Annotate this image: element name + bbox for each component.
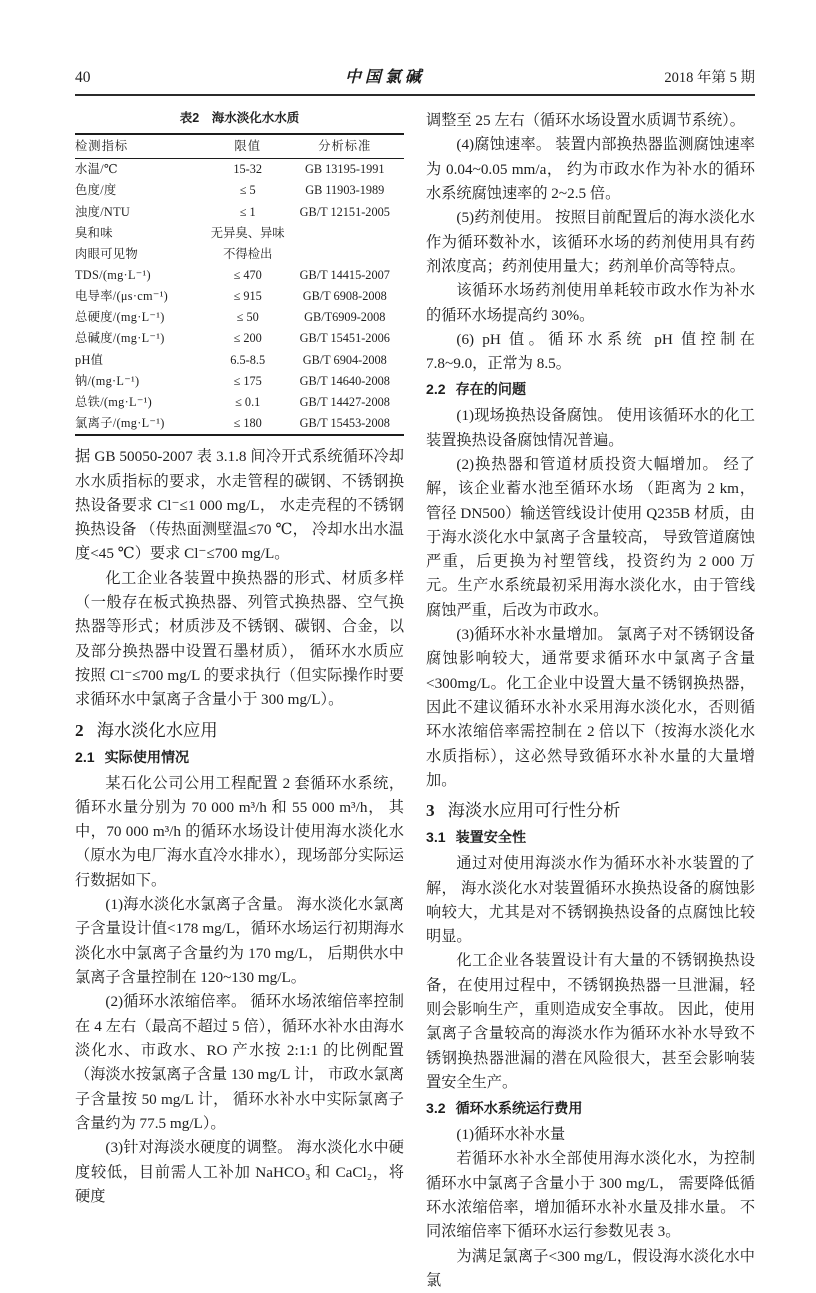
table-cell: ≤ 470: [233, 267, 262, 282]
table2-col-header: 限值: [210, 134, 286, 159]
table2-col-header: 分析标准: [286, 134, 404, 159]
table-cell: 15-32: [233, 162, 263, 177]
table-cell: GB/T 15453-2008: [299, 415, 390, 430]
table-cell: 总碱度/(mg·L⁻¹): [75, 331, 165, 346]
subsection-heading: [426, 1098, 755, 1120]
section-title: 海水淡化水应用: [96, 720, 218, 740]
paragraph: (3)针对海淡水硬度的调整。 海水淡化水中硬度较低，目前需人工补加 NaHCO₃ 和 CaCl₂，将硬度: [75, 1139, 404, 1205]
section-heading: [426, 798, 755, 823]
table-cell: 水温/℃: [75, 162, 118, 177]
section-heading: [75, 718, 404, 743]
table-cell: ≤ 175: [233, 373, 262, 388]
table-row: [75, 328, 404, 349]
table-row: [75, 307, 404, 328]
paragraph: 某石化公司公用工程配置 2 套循环水系统，循环水量分别为 70 000 m³/h 和 55 000 m³/h， 其中，70 000 m³/h 的循环水场设计使用海水淡化水（原水为电厂海水直冷水排水），现场部分实际运行数据如下。: [75, 774, 404, 889]
table-row: [75, 202, 404, 223]
table-cell: 肉眼可见物: [75, 246, 138, 261]
subsection-heading: [75, 747, 404, 769]
table-row: [75, 223, 404, 244]
section-number: 2.2: [426, 381, 446, 398]
table-cell: GB/T 6908-2008: [302, 289, 387, 304]
table2-seawater-quality: [75, 133, 404, 436]
table-cell: GB 11903-1989: [305, 183, 385, 198]
table-cell: TDS/(mg·L⁻¹): [75, 267, 151, 282]
table-cell: GB/T 12151-2005: [299, 204, 390, 219]
subsection-heading: [426, 827, 755, 849]
table-cell: GB/T 6904-2008: [302, 352, 387, 367]
table-cell: 浊度/NTU: [75, 204, 131, 219]
table2-caption: 表2 海水淡化水水质: [179, 111, 300, 125]
subsection-heading: [426, 379, 755, 401]
table-cell: 色度/度: [75, 183, 117, 198]
section-number: 3: [426, 801, 435, 821]
two-column-layout: [75, 109, 755, 1293]
table-cell: 不得检出: [223, 246, 273, 261]
paragraph: (2)换热器和管道材质投资大幅增加。 经了解，该企业蓄水池至循环水场 （距离为 2 km， 管径 DN500）输送管线设计使用 Q235B 材质，由于海水淡化水中氯离子含量较高， 导致管道腐蚀严重，后更换为衬塑管线，投资约为 2 000 万元。生产水系统最初采用海水淡化水，由于管线腐蚀严重，后改为市政水。: [426, 455, 755, 619]
table-cell: ≤ 915: [233, 289, 262, 304]
paragraph: (5)药剂使用。 按照目前配置后的海水淡化水作为循环数补水，该循环水场的药剂使用具有药剂浓度高；药剂使用量大；药剂单价高等特点。: [426, 209, 755, 275]
table2-header-row: [75, 134, 404, 159]
paragraph: (4)腐蚀速率。 装置内部换热器监测腐蚀速率为 0.04~0.05 mm/a， 约为市政水作为补水的循环水系统腐蚀速率的 2~2.5 倍。: [426, 136, 755, 202]
table-cell: GB/T 14427-2008: [299, 394, 390, 409]
right-column: [426, 109, 755, 1293]
table-row: [75, 181, 404, 202]
table-cell: 电导率/(μs·cm⁻¹): [75, 289, 169, 304]
section-title: 海淡水应用可行性分析: [447, 801, 621, 821]
table-row: [75, 392, 404, 413]
paragraph: (1)循环水补水量: [456, 1126, 566, 1144]
table-row: [75, 413, 404, 435]
table-cell: 总硬度/(mg·L⁻¹): [75, 310, 165, 325]
left-column-text: [75, 445, 404, 1209]
journal-title: 中国氯碱: [344, 69, 425, 86]
paragraph: (3)循环水补水量增加。 氯离子对不锈钢设备腐蚀影响较大，通常要求循环水中氯离子含量<300mg/L。化工企业中设置大量不锈钢换热器，因此不建议循环水补水采用海水淡化水，否则循环水浓缩倍率需控制在 2 倍以下（按海水淡化水水质指标），这必然导致循环水补水量的大量增加。: [426, 626, 755, 789]
table-cell: 氯离子/(mg·L⁻¹): [75, 415, 165, 430]
paragraph: 化工企业各装置中换热器的形式、材质多样（一般存在板式换热器、列管式换热器、空气换热器等形式；材质涉及不锈钢、碳钢、合金，以及部分换热器中设置石墨材质）， 循环水水质应按照 Cl⁻≤700 mg/L 的要求执行（但实际操作时要求循环水中氯离子含量小于 300 mg/L）。: [75, 569, 404, 709]
table-cell: ≤ 1: [239, 204, 256, 219]
table-row: [75, 371, 404, 392]
table-cell: [286, 244, 404, 265]
table-cell: GB 13195-1991: [304, 162, 385, 177]
table2-col-header: 检测指标: [75, 134, 210, 159]
left-column: [75, 109, 404, 1293]
table-cell: [286, 223, 404, 244]
paragraph: 若循环水补水全部使用海水淡化水，为控制循环水中氯离子含量小于 300 mg/L， 需要降低循环水浓缩倍率，增加循环水补水量及排水量。 不同浓缩倍率下循环水运行参数见表 3。: [426, 1150, 755, 1241]
paragraph: (6) pH 值。循环水系统 pH 值控制在 7.8~9.0，正常为 8.5。: [426, 330, 755, 373]
table-row: [75, 159, 404, 181]
table-cell: ≤ 0.1: [235, 394, 261, 409]
table-cell: 臭和味: [75, 225, 113, 240]
section-title: 装置安全性: [455, 829, 527, 846]
table-row: [75, 350, 404, 371]
paragraph: (1)现场换热设备腐蚀。 使用该循环水的化工装置换热设备腐蚀情况普遍。: [426, 407, 755, 449]
section-title: 实际使用情况: [104, 748, 190, 765]
issue-label: 2018 年第 5 期: [664, 70, 755, 86]
table-row: [75, 265, 404, 286]
paragraph: (1)海水淡化水氯离子含量。 海水淡化水氯离子含量设计值<178 mg/L，循环水场运行初期海水淡化水中氯离子含量约为 170 mg/L， 后期供水中氯离子含量控制在 120~130 mg/L。: [75, 896, 404, 987]
table-cell: ≤ 180: [233, 415, 262, 430]
table-cell: GB/T6909-2008: [304, 310, 386, 325]
paragraph: 为满足氯离子<300 mg/L，假设海水淡化水中氯: [426, 1247, 755, 1290]
page-header: [75, 64, 755, 96]
table-row: [75, 244, 404, 265]
table-cell: GB/T 15451-2006: [299, 331, 390, 346]
table-cell: ≤ 200: [233, 331, 262, 346]
section-number: 2: [75, 720, 84, 740]
table-cell: ≤ 50: [236, 310, 259, 325]
table-cell: 6.5-8.5: [230, 352, 266, 367]
section-number: 2.1: [75, 748, 95, 765]
paragraph: 化工企业各装置设计有大量的不锈钢换热设备，在使用过程中，不锈钢换热器一旦泄漏，轻则会影响生产，重则造成安全事故。 因此，使用氯离子含量较高的海淡水作为循环水补水导致不锈钢换热器泄漏的潜在风险很大，甚至会影响装置安全生产。: [426, 952, 755, 1092]
paragraph: 调整至 25 左右（循环水场设置水质调节系统）。: [426, 112, 745, 129]
section-title: 循环水系统运行费用: [455, 1100, 583, 1117]
table-cell: GB/T 14640-2008: [299, 373, 390, 388]
page-number: 40: [75, 69, 91, 86]
table-row: [75, 286, 404, 307]
section-number: 3.1: [426, 829, 446, 846]
table-cell: 无异臭、异味: [210, 225, 285, 240]
table-cell: pH值: [75, 352, 104, 367]
table-cell: ≤ 5: [239, 183, 256, 198]
paragraph: 据 GB 50050-2007 表 3.1.8 间冷开式系统循环冷却水水质指标的要求，水走管程的碳钢、不锈钢换热设备要求 Cl⁻≤1 000 mg/L， 水走壳程的不锈钢换热设备 （传热面测壁温≤70 ℃， 冷却水出水温度<45 ℃）要求 Cl⁻≤700 mg/L。: [75, 448, 404, 563]
section-title: 存在的问题: [455, 381, 527, 398]
paragraph: 通过对使用海淡水作为循环水补水装置的了解， 海水淡化水对装置循环水换热设备的腐蚀影响较大，尤其是对不锈钢换热设备的点腐蚀比较明显。: [426, 855, 755, 946]
paragraph: 该循环水场药剂使用单耗较市政水作为补水的循环水场提高约 30%。: [426, 282, 755, 324]
table-cell: GB/T 14415-2007: [299, 267, 390, 282]
paragraph: (2)循环水浓缩倍率。 循环水场浓缩倍率控制在 4 左右（最高不超过 5 倍），循环水补水由海水淡化水、市政水、RO 产水按 2:1:1 的比例配置（海淡水按氯离子含量 130 mg/L 计， 市政水氯离子含量按 50 mg/L 计， 循环水补水中实际氯离子含量约为 77.5 mg/L）。: [75, 993, 404, 1132]
section-number: 3.2: [426, 1100, 446, 1117]
table-cell: 钠/(mg·L⁻¹): [75, 373, 140, 388]
table-cell: 总铁/(mg·L⁻¹): [75, 394, 152, 409]
right-column-text: [426, 109, 755, 1293]
